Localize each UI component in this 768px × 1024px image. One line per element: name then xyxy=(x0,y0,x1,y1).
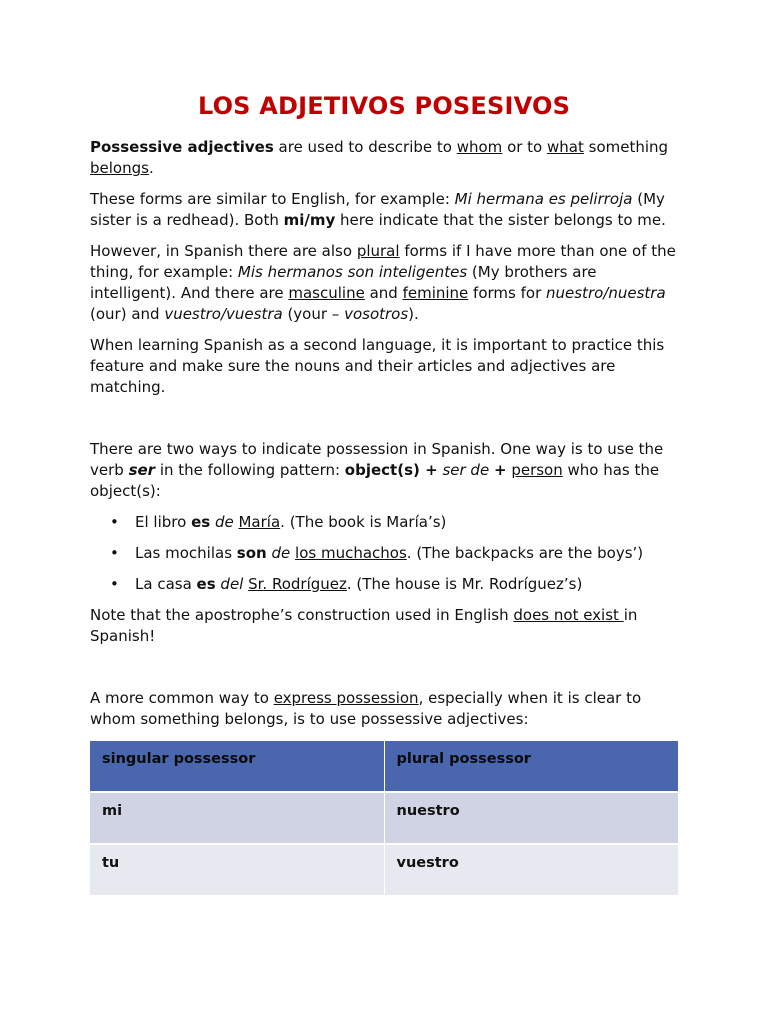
paragraph-practice: When learning Spanish as a second language, it is important to practice this feature and make sure the nouns and their articles and adjectives are matching. xyxy=(90,336,665,396)
underlined-word: los muchachos xyxy=(295,544,407,562)
table-cell: mi xyxy=(90,792,384,844)
text-run: . xyxy=(148,159,154,177)
possessive-adjectives-table xyxy=(90,741,678,895)
text-run: (our) and xyxy=(90,305,165,323)
italic-example: Mi hermana es pelirroja xyxy=(454,190,633,208)
list-item xyxy=(90,512,680,533)
table-row xyxy=(90,844,678,895)
text-run: forms for xyxy=(468,284,546,302)
table-cell: nuestro xyxy=(384,792,678,844)
italic-example: de xyxy=(271,544,291,562)
list-item xyxy=(90,543,680,564)
underlined-word: person xyxy=(511,461,563,479)
bold-term: mi/my xyxy=(283,211,336,229)
text-run: who has the object(s): xyxy=(90,461,660,500)
bold-term: + xyxy=(493,461,507,479)
paragraph-apostrophe-note xyxy=(90,605,680,647)
text-run: (My sister is a redhead). Both xyxy=(90,190,665,229)
italic-example: Mis hermanos son inteligentes xyxy=(237,263,468,281)
paragraph-possessive-adjectives xyxy=(90,688,680,730)
text-run: El libro xyxy=(135,513,192,531)
underlined-word: plural xyxy=(356,242,400,260)
page-title: LOS ADJETIVOS POSESIVOS xyxy=(197,92,571,120)
text-run: However, in Spanish there are also xyxy=(90,242,357,260)
italic-example: vuestro/vuestra xyxy=(164,305,283,323)
text-run: These forms are similar to English, for example: xyxy=(90,190,455,208)
underlined-word: masculine xyxy=(288,284,365,302)
text-run: are used to describe to xyxy=(273,138,457,156)
text-run: something xyxy=(583,138,669,156)
text-run: in the following pattern: xyxy=(155,461,345,479)
paragraph-ser-pattern xyxy=(90,439,680,502)
bold-term: Possessive adjectives xyxy=(90,138,274,156)
italic-example: nuestro/nuestra xyxy=(546,284,666,302)
text-run: Las mochilas xyxy=(135,544,237,562)
bold-term: object(s) + xyxy=(344,461,438,479)
bold-italic-term: ser xyxy=(128,461,156,479)
text-run: or to xyxy=(502,138,548,156)
text-run: and xyxy=(364,284,403,302)
italic-example: de xyxy=(214,513,234,531)
table-header-cell: plural possessor xyxy=(384,741,678,792)
italic-example: vosotros xyxy=(344,305,409,323)
example-list xyxy=(90,512,680,595)
bullet-icon: • xyxy=(110,575,119,593)
text-run: . (The backpacks are the boys’) xyxy=(406,544,644,562)
bullet-icon: • xyxy=(110,513,119,531)
underlined-word: belongs xyxy=(90,159,149,177)
italic-example: del xyxy=(220,575,244,593)
table-cell: tu xyxy=(90,844,384,895)
paragraph-similar-forms xyxy=(90,189,680,231)
underlined-word: feminine xyxy=(402,284,469,302)
underlined-word: Sr. Rodríguez xyxy=(248,575,347,593)
underlined-word: what xyxy=(547,138,584,156)
list-item xyxy=(90,574,680,595)
text-run: , especially when it is clear to whom something belongs, is to use possessive adjectives: xyxy=(90,689,642,728)
bold-term: son xyxy=(236,544,267,562)
text-run: (your – xyxy=(282,305,345,323)
text-run: Note that the apostrophe’s construction used in English xyxy=(90,606,514,624)
paragraph-plural-forms xyxy=(90,241,680,325)
text-run: here indicate that the sister belongs to me. xyxy=(335,211,666,229)
bullet-icon: • xyxy=(110,544,119,562)
text-run: . (The house is Mr. Rodríguez’s) xyxy=(346,575,583,593)
text-run: There are two ways to indicate possession in Spanish. One way is to use the verb xyxy=(90,440,664,479)
table-header-row xyxy=(90,741,678,792)
table-row xyxy=(90,792,678,844)
italic-example: ser de xyxy=(442,461,490,479)
underlined-word: whom xyxy=(456,138,503,156)
bold-term: es xyxy=(191,513,211,531)
text-run: in Spanish! xyxy=(90,606,638,645)
paragraph-spacer xyxy=(90,408,680,439)
text-run: A more common way to xyxy=(90,689,274,707)
text-run: . (The book is María’s) xyxy=(280,513,447,531)
table-cell: vuestro xyxy=(384,844,678,895)
text-run: ). xyxy=(408,305,419,323)
underlined-word: does not exist xyxy=(513,606,624,624)
text-run: forms if I have more than one of the thing, for example: xyxy=(90,242,676,281)
underlined-word: express possession xyxy=(273,689,419,707)
table-header-cell: singular possessor xyxy=(90,741,384,792)
document-body xyxy=(90,137,680,740)
text-run: (My brothers are intelligent). And there are xyxy=(90,263,597,302)
text-run: La casa xyxy=(135,575,197,593)
underlined-word: María xyxy=(238,513,281,531)
paragraph-intro xyxy=(90,137,680,179)
paragraph-spacer xyxy=(90,657,680,688)
bold-term: es xyxy=(196,575,216,593)
